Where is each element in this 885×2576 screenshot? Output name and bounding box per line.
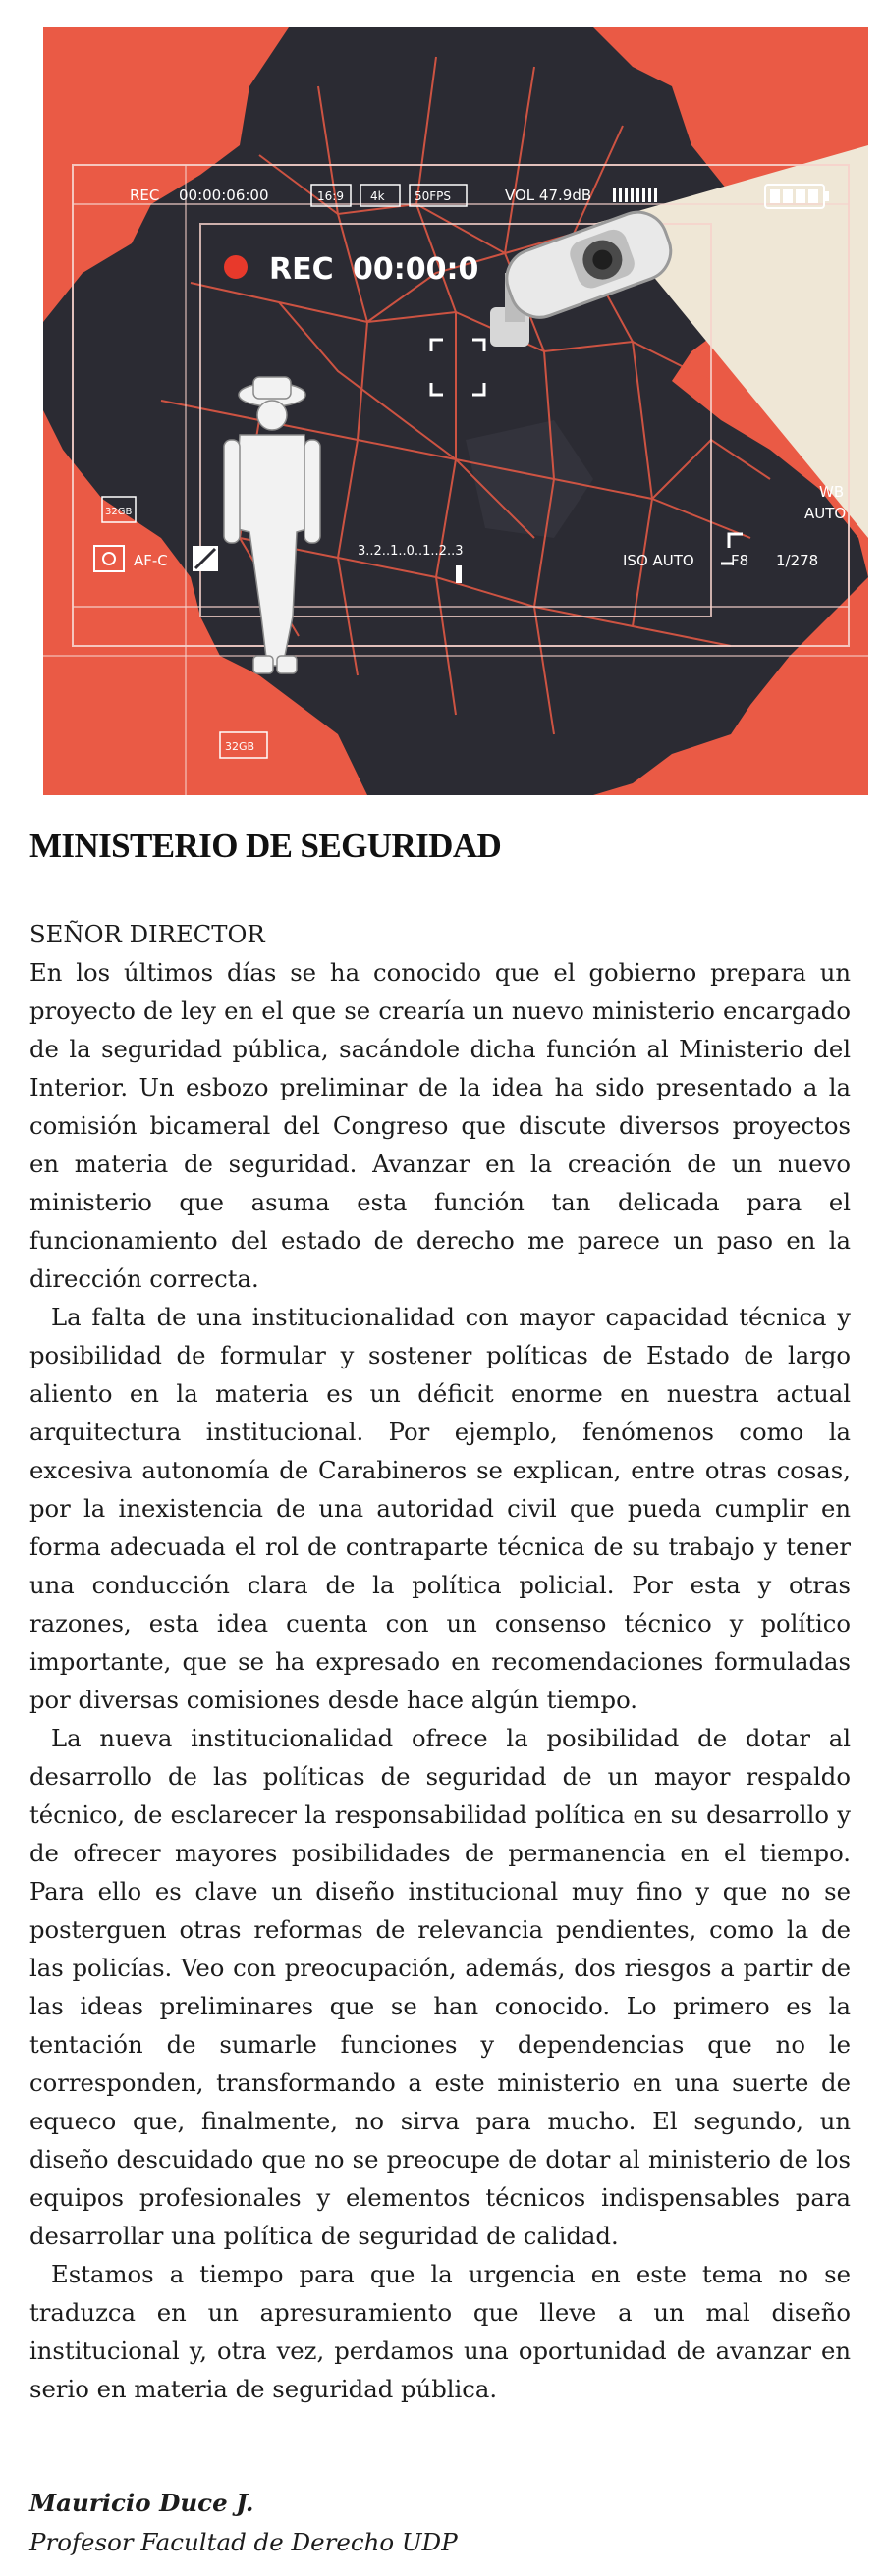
camera-viewfinder-map-illustration: [43, 27, 868, 795]
rec-dot-icon: [224, 255, 248, 279]
exposure-icon: [193, 546, 218, 571]
wb-value: AUTO: [804, 505, 847, 522]
paragraph-1: En los últimos días se ha conocido que el gobierno prepara un proyecto de ley en el que se crearía un nuevo ministerio encargado de la seguridad pública, sacándole dicha función al Ministerio del Interior. Un esbozo preliminar de la idea ha sido presentado a la comisión bicameral del Congreso que discute diversos proyectos en materia de seguridad. Avanzar en la creación de un nuevo ministerio que asuma esta función tan delicada para el funcionamiento del estado de derecho me parece un paso en la dirección correcta.: [29, 958, 851, 1293]
timecode-small: 00:00:06:00: [179, 187, 269, 204]
author-affiliation: Profesor Facultad de Derecho UDP: [29, 2528, 458, 2556]
fps-badge: 50FPS: [415, 189, 452, 203]
iso-readout: ISO AUTO: [623, 552, 694, 569]
resolution-badge: 4k: [370, 189, 385, 203]
aspect-ratio-badge: 16:9: [317, 189, 344, 203]
timecode-large: 00:00:0: [353, 252, 479, 287]
rec-label-large: REC: [269, 252, 334, 287]
af-mode-label: AF-C: [134, 552, 168, 569]
exposure-scale-marker: [456, 565, 462, 583]
card-capacity-bottom: 32GB: [225, 740, 255, 753]
rec-label-small: REC: [130, 187, 160, 204]
salutation: SEÑOR DIRECTOR: [29, 920, 265, 948]
card-capacity-top: 32GB: [105, 507, 133, 517]
article-body: [29, 915, 851, 2408]
exposure-scale: 3..2..1..0..1..2..3: [358, 544, 464, 559]
paragraph-2: La falta de una institucionalidad con mayor capacidad técnica y posibilidad de formular y sostener políticas de Estado de largo aliento en la materia es un déficit enorme en nuestra actual arquitectura institucional. Por ejemplo, fenómenos como la excesiva autonomía de Carabineros se explican, entre otras cosas, por la inexistencia de una autoridad civil que pueda cumplir en forma adecuada el rol de contraparte técnica de su trabajo y tener una conducción clara de la política policial. Por esta y otras razones, esta idea cuenta con un consenso técnico y político importante, que se ha expresado en recomendaciones formuladas por diversas comisiones desde hace algún tiempo.: [29, 1303, 851, 1714]
author-name: Mauricio Duce J.: [29, 2489, 254, 2517]
paragraph-4: Estamos a tiempo para que la urgencia en este tema no se traduzca en un apresuramiento que lleve a un mal diseño institucional y, otra vez, perdamos una oportunidad de avanzar en serio en materia de seguridad pública.: [29, 2260, 851, 2403]
volume-readout: VOL 47.9dB: [505, 187, 592, 204]
shutter-readout: 1/278: [776, 552, 819, 569]
paragraph-3: La nueva institucionalidad ofrece la posibilidad de dotar al desarrollo de las políticas de seguridad de un mayor respaldo técnico, de esclarecer la responsabilidad política en su desarrollo y de ofrecer mayores posibilidades de permanencia en el tiempo. Para ello es clave un diseño institucional muy fino y que no se posterguen otras reformas de relevancia pendientes, como la de las policías. Veo con preocupación, además, dos riesgos a partir de las ideas preliminares que se han conocido. Lo primero es la tentación de sumarle funciones y dependencias que no le corresponden, transformando a este ministerio en una suerte de equeco que, finalmente, no sirva para mucho. El segundo, un diseño descuidado que no se preocupe de dotar al ministerio de los equipos profesionales y elementos técnicos indispensables para desarrollar una política de seguridad de calidad.: [29, 1724, 851, 2250]
wb-label: WB: [819, 483, 845, 501]
article-title: MINISTERIO DE SEGURIDAD: [29, 827, 502, 865]
signature-block: [29, 2484, 458, 2562]
article-illustration: [43, 27, 868, 795]
aperture-readout: F8: [731, 552, 749, 569]
